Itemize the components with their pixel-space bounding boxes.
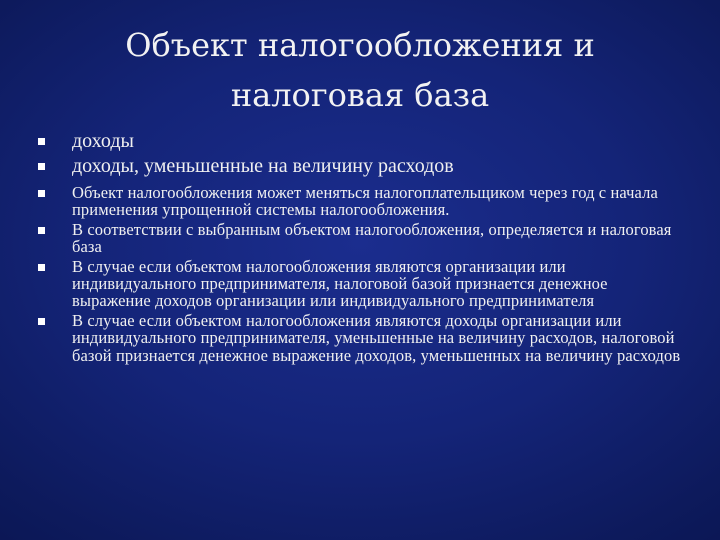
list-item: [38, 312, 688, 364]
list-item-text: В случае если объектом налогообложения являются доходы организации или индивидуального предпринимателя, уменьшенные на величину расходов, налоговой базой признается денежное выражение доходов, уменьшенных на величину расходов: [72, 310, 681, 365]
list-item-text: Объект налогообложения может меняться налогоплательщиком через год с начала применения упрощенной системы налогообложения.: [72, 183, 658, 220]
bullet-square-icon: [38, 163, 45, 170]
list-item: [38, 184, 688, 219]
list-item: [38, 221, 688, 256]
bullet-square-icon: [38, 190, 45, 197]
bullet-square-icon: [38, 227, 45, 234]
slide-title-line-1: Объект налогообложения и: [125, 26, 595, 64]
bullet-list: [38, 130, 688, 364]
bullet-square-icon: [38, 318, 45, 325]
list-item-text: доходы, уменьшенные на величину расходов: [72, 155, 454, 177]
list-item: [38, 155, 688, 178]
list-item-text: доходы: [72, 130, 134, 152]
list-item-text: В соответствии с выбранным объектом налогообложения, определяется и налоговая база: [72, 219, 672, 257]
slide-title-line-2: налоговая база: [230, 76, 490, 114]
slide-title: [60, 20, 660, 120]
list-item-text: В случае если объектом налогообложения являются организации или индивидуального предпринимателя, налоговой базой признается денежное выражение доходов организации или индивидуального предпринимателя: [72, 256, 608, 311]
bullet-square-icon: [38, 264, 45, 271]
list-item: [38, 258, 688, 310]
list-item: [38, 130, 688, 153]
bullet-square-icon: [38, 138, 45, 145]
